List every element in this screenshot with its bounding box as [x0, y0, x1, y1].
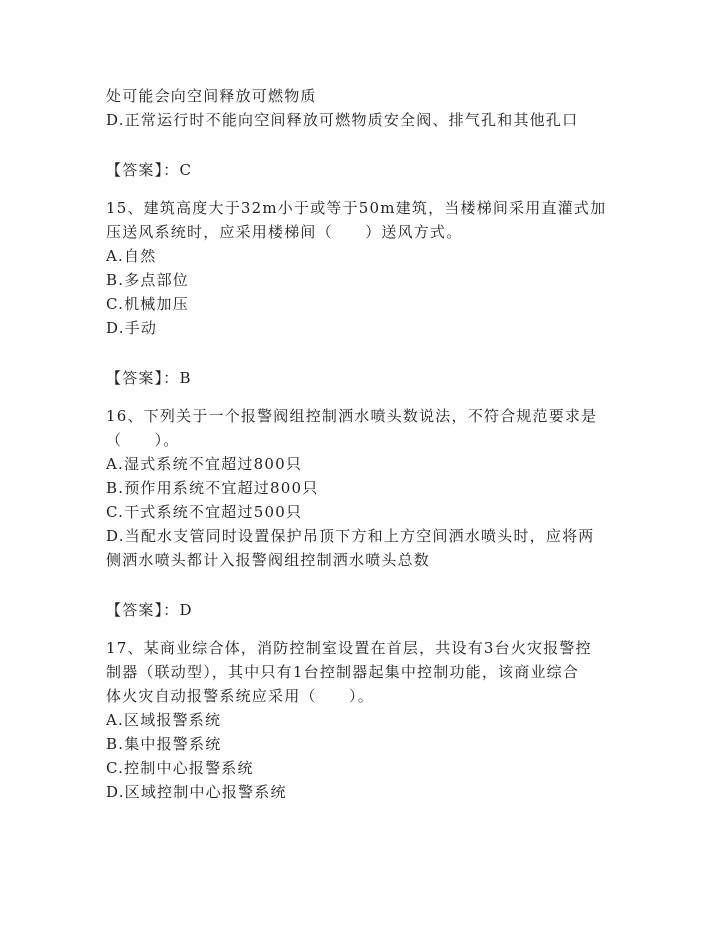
- option-d-q16-line-1: D.当配水支管同时设置保护吊顶下方和上方空间洒水喷头时，应将两: [106, 527, 595, 545]
- answer-q14: 【答案】：C: [106, 161, 193, 179]
- text-line-continuation: 处可能会向空间释放可燃物质: [106, 87, 317, 105]
- option-c-q15: C.机械加压: [106, 295, 189, 313]
- option-d-q15: D.手动: [106, 319, 158, 337]
- option-c-q16: C.干式系统不宜超过500只: [106, 503, 303, 521]
- question-16-line-2: （ ）。: [106, 431, 180, 449]
- question-17-line-1: 17、某商业综合体，消防控制室设置在首层，共设有3台火灾报警控: [106, 639, 592, 657]
- option-c-q17: C.控制中心报警系统: [106, 759, 254, 777]
- option-b-q17: B.集中报警系统: [106, 735, 222, 753]
- option-a-q16: A.湿式系统不宜超过800只: [106, 455, 303, 473]
- option-d-q17: D.区域控制中心报警系统: [106, 783, 287, 801]
- option-d-q16-line-2: 侧洒水喷头都计入报警阀组控制洒水喷头总数: [106, 551, 431, 569]
- question-16-line-1: 16、下列关于一个报警阀组控制洒水喷头数说法，不符合规范要求是: [106, 407, 598, 425]
- option-a-q15: A.自然: [106, 247, 157, 265]
- option-d-q14: D.正常运行时不能向空间释放可燃物质安全阀、排气孔和其他孔口: [106, 111, 579, 129]
- question-15-line-2: 压送风系统时，应采用楼梯间（ ）送风方式。: [106, 223, 463, 241]
- answer-q15: 【答案】：B: [106, 369, 192, 387]
- question-17-line-3: 体火灾自动报警系统应采用（ ）。: [106, 687, 374, 705]
- question-17-line-2: 制器（联动型），其中只有1台控制器起集中控制功能，该商业综合: [106, 663, 580, 681]
- option-b-q15: B.多点部位: [106, 271, 189, 289]
- question-15-line-1: 15、建筑高度大于32m小于或等于50m建筑，当楼梯间采用直灌式加: [106, 199, 607, 217]
- option-b-q16: B.预作用系统不宜超过800只: [106, 479, 319, 497]
- answer-q16: 【答案】：D: [106, 601, 193, 619]
- option-a-q17: A.区域报警系统: [106, 711, 222, 729]
